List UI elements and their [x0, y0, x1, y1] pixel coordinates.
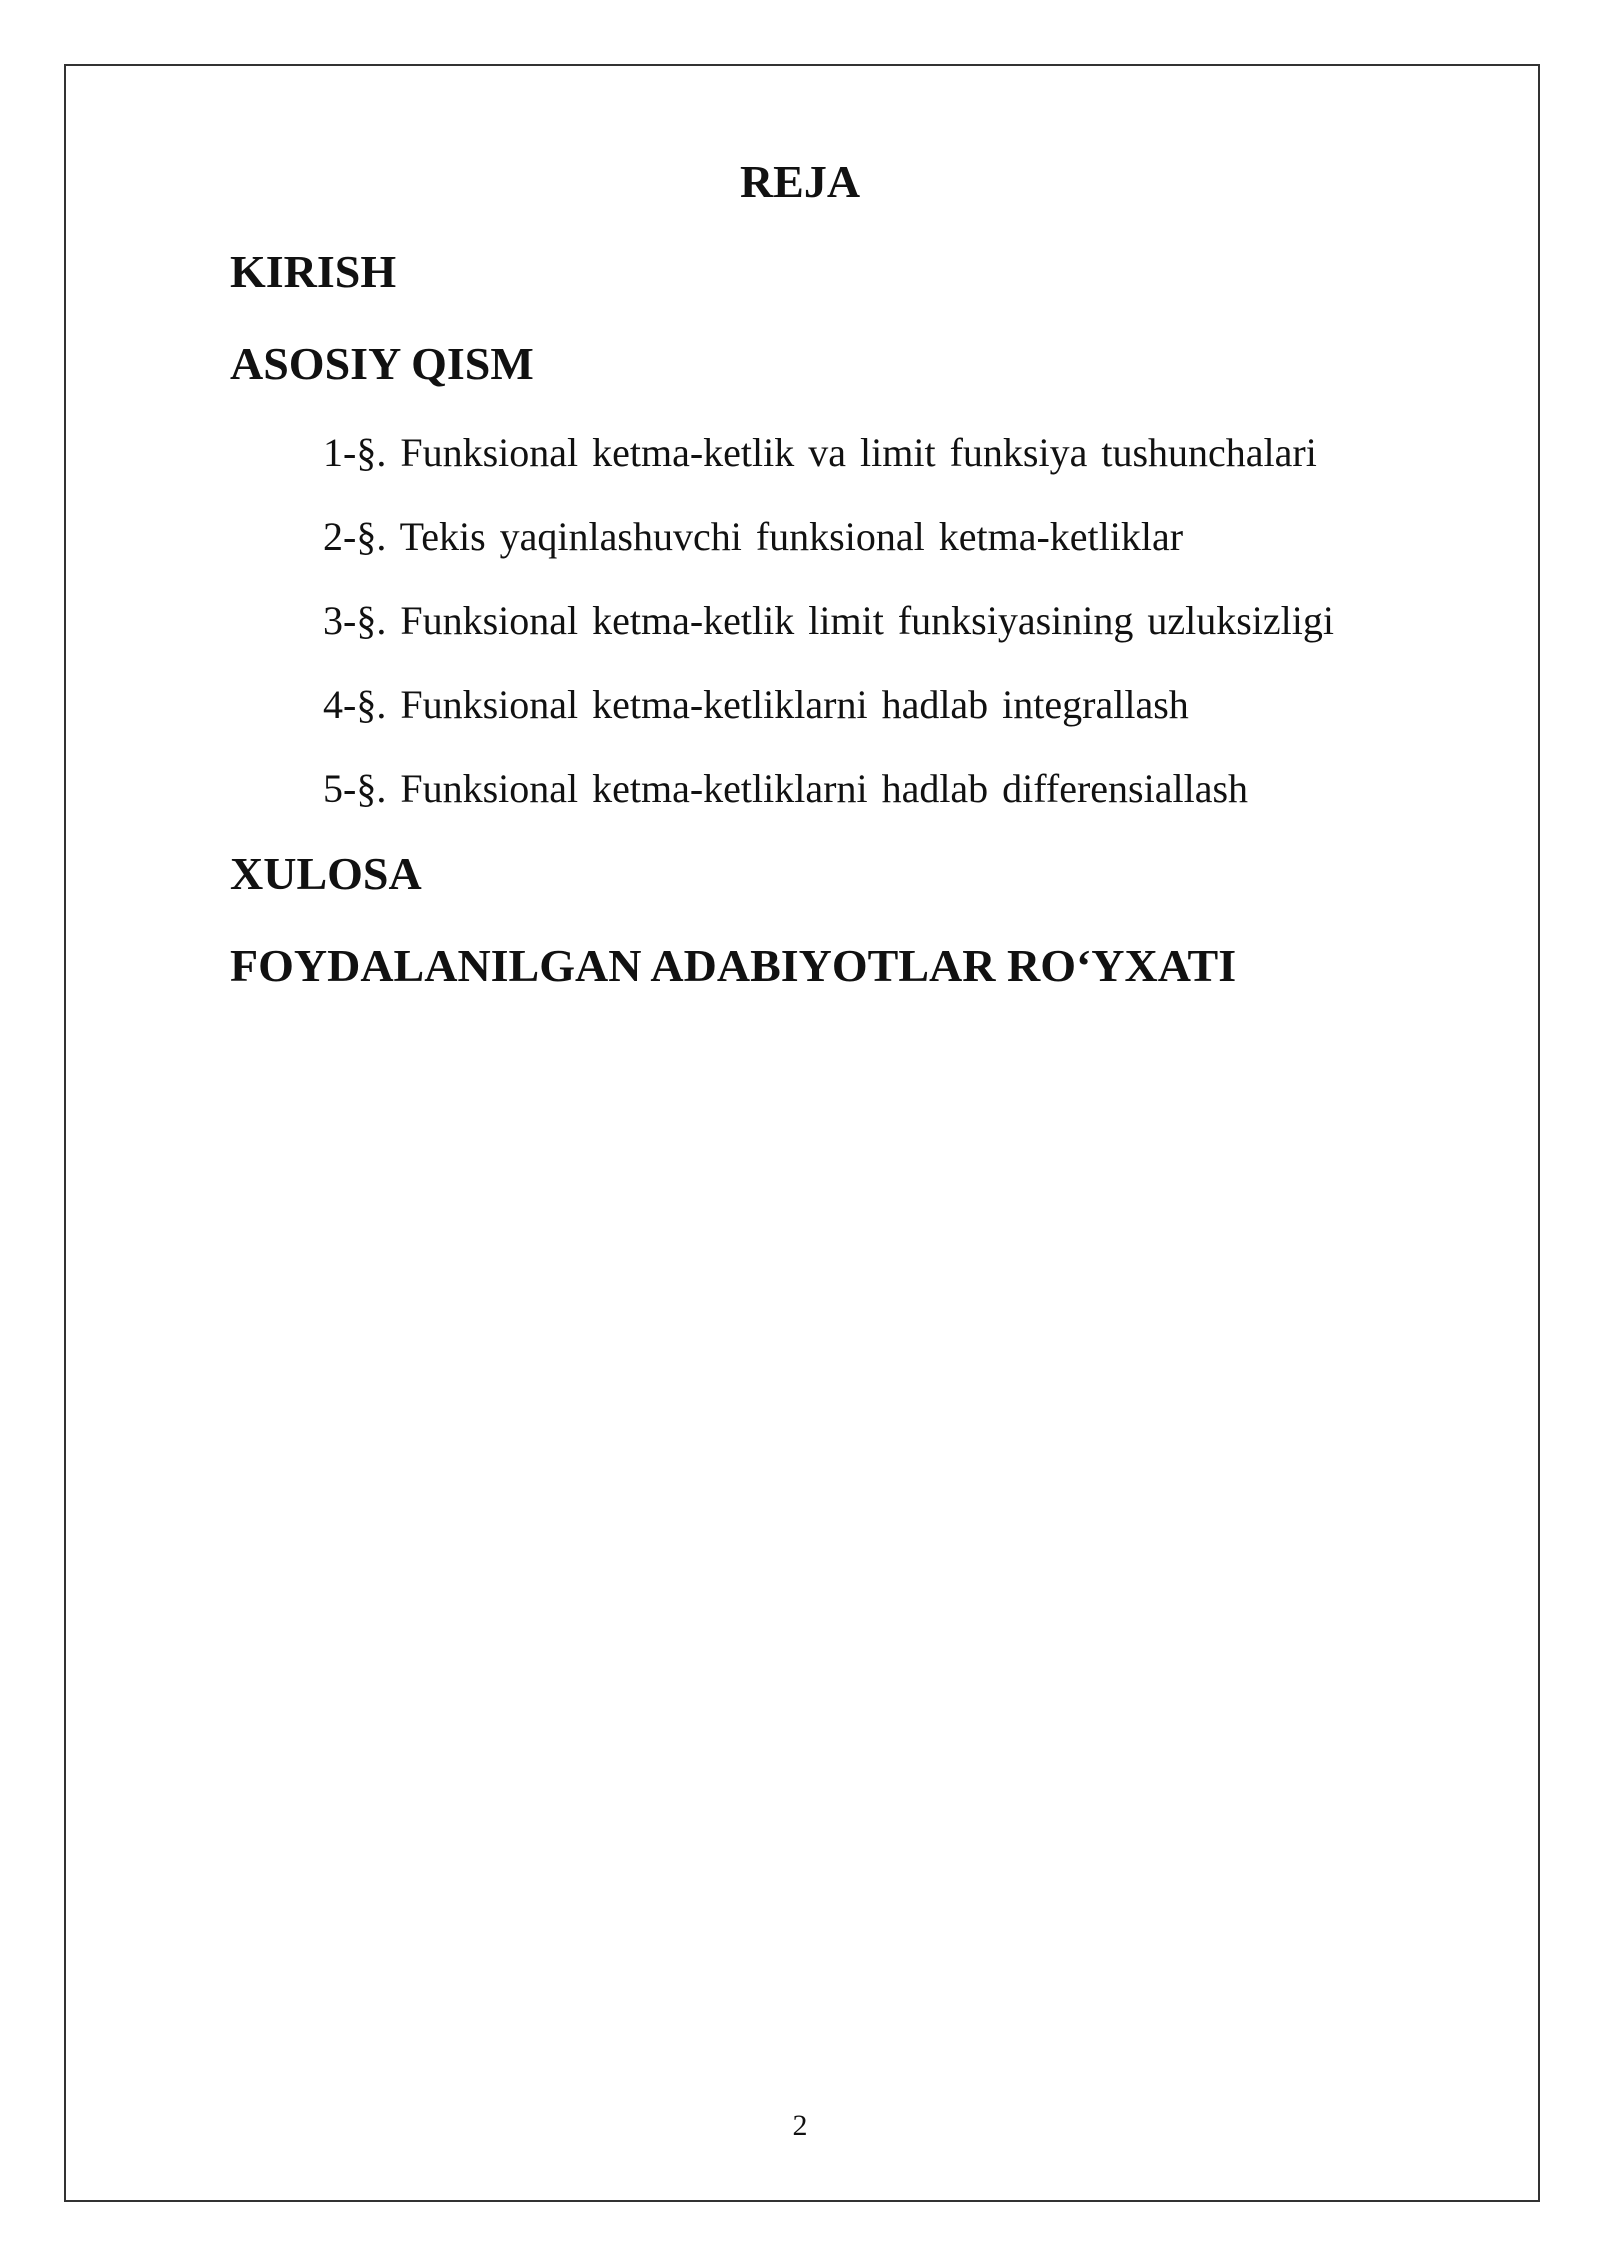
intro-heading: KIRISH [230, 246, 397, 297]
section-item-2: 2-§. Tekis yaqinlashuvchi funksional ketma-ketliklar [323, 514, 1184, 559]
main-part-heading: ASOSIY QISM [230, 338, 534, 389]
page-title: REJA [739, 156, 861, 207]
references-heading: FOYDALANILGAN ADABIYOTLAR RO‘YXATI [230, 940, 1237, 991]
section-item-1: 1-§. Funksional ketma-ketlik va limit funksiya tushunchalari [323, 430, 1317, 475]
section-item-3: 3-§. Funksional ketma-ketlik limit funksiyasining uzluksizligi [323, 598, 1335, 643]
section-item-5: 5-§. Funksional ketma-ketliklarni hadlab differensiallash [323, 766, 1249, 811]
page-number: 2 [792, 2109, 808, 2142]
conclusion-heading: XULOSA [230, 848, 422, 899]
section-item-4: 4-§. Funksional ketma-ketliklarni hadlab integrallash [323, 682, 1189, 727]
